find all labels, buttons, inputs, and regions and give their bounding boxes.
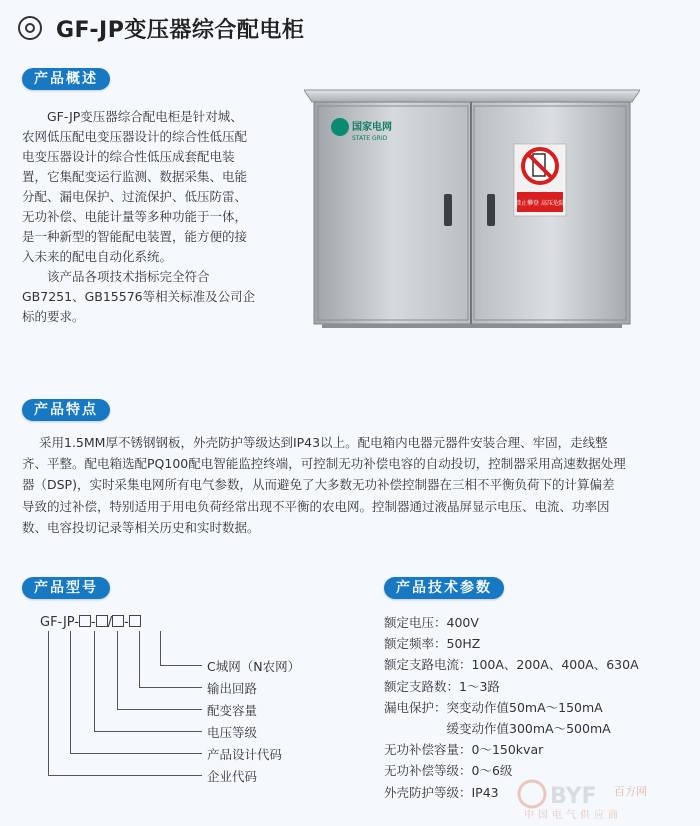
param-row: 漏电保护：突变动作值50mA～150mA (384, 699, 603, 715)
section-tag-overview: 产品概述 (22, 68, 110, 90)
features-line: 采用1.5MM厚不锈钢钢板，外壳防护等级达到IP43以上。配电箱内电器元器件安装合理、牢固，走线整 (39, 435, 608, 450)
overview-line: 电变压器设计的综合性低压成套配电装 (22, 149, 235, 164)
code-slash: / (107, 615, 113, 630)
header (18, 10, 304, 46)
model-code-prefix: GF-JP- (40, 615, 80, 630)
model-label: 电压等级 (207, 725, 258, 740)
code-dash: - (124, 615, 129, 630)
watermark-logo (516, 778, 686, 822)
section-tag-params: 产品技术参数 (384, 577, 504, 599)
no-climbing-warning-sign (514, 144, 566, 216)
section-tag-features: 产品特点 (22, 399, 110, 421)
overview-line: GB7251、GB15576等相关标准及公司企 (22, 289, 256, 304)
overview-line: 标的要求。 (22, 309, 85, 324)
params-list (384, 612, 639, 803)
warning-text: 禁止攀登 高压危险 (515, 200, 565, 207)
page-title: GF-JP变压器综合配电柜 (56, 17, 305, 43)
param-row: 无功补偿等级：0～6级 (384, 763, 513, 779)
target-circle-icon (18, 16, 42, 40)
overview-line: GF-JP变压器综合配电柜是针对城、 (47, 109, 243, 124)
overview-line: 入未来的配电自动化系统。 (22, 249, 173, 264)
connector-line (94, 731, 202, 732)
overview-line: 分配、漏电保护、过流保护、低压防雷、 (22, 189, 248, 204)
model-label: 输出回路 (207, 681, 258, 696)
param-row: 额定电压：400V (384, 615, 479, 630)
features-text (22, 432, 678, 538)
connector-line (48, 631, 49, 775)
connector-line (70, 753, 202, 754)
watermark-site: 百方网 (614, 785, 647, 798)
param-row: 额定支路数：1～3路 (384, 678, 500, 694)
model-label: 产品设计代码 (207, 747, 283, 762)
connector-line (117, 709, 202, 710)
overview-line: 置，它集配变运行监测、数据采集、电能 (22, 169, 248, 184)
overview-text (22, 107, 270, 327)
model-label: C城网（N农网） (207, 659, 301, 674)
overview-line: 该产品各项技术指标完全符合 (47, 269, 210, 284)
code-dash: - (91, 615, 96, 630)
features-line: 导致的过补偿，特别适用于用电负荷经常出现不平衡的农电网。控制器通过液晶屏显示电压、电流、功率因 (22, 498, 610, 514)
connector-line (139, 687, 202, 688)
connector-line (160, 665, 202, 666)
watermark-sub: 中国电气供应商 (524, 810, 622, 821)
overview-line: 农网低压配电变压器设计的综合性低压配 (22, 129, 248, 144)
model-label: 配变容量 (207, 703, 258, 718)
features-line: 数、电容投切记录等相关历史和实时数据。 (22, 519, 260, 535)
connector-line (117, 631, 118, 709)
overview-line: 是一种新型的智能配电装置，能方便的接 (22, 229, 248, 244)
placeholder-box (79, 615, 91, 627)
connector-line (48, 775, 202, 776)
param-row: 外壳防护等级：IP43 (384, 784, 499, 800)
placeholder-box (129, 615, 141, 627)
features-line: 齐、平整。配电箱选配PQ100配电智能监控终端，可控制无功补偿电容的自动投切，控制器采用高速数据处理 (22, 456, 626, 472)
connector-line (70, 631, 71, 753)
section-tag-model: 产品型号 (22, 577, 110, 599)
param-row: 无功补偿容量：0～150kvar (384, 742, 544, 758)
param-row: 缓变动作值300mA～500mA (384, 721, 611, 737)
connector-line (160, 631, 161, 665)
model-code (40, 615, 141, 630)
model-label: 企业代码 (207, 769, 258, 784)
connector-line (94, 631, 95, 731)
placeholder-box (112, 615, 124, 627)
watermark-brand: BYF (550, 784, 597, 809)
overview-line: 无功补偿、电能计量等多种功能于一体， (22, 209, 248, 224)
param-row: 额定支路电流：100A、200A、400A、630A (384, 657, 639, 673)
cabinet-image (304, 84, 640, 328)
logo-cn: 国家电网 (352, 122, 392, 133)
placeholder-box (96, 615, 108, 627)
param-row: 额定频率：50HZ (384, 636, 481, 652)
connector-line (139, 631, 140, 687)
logo-en: STATE GRID (352, 135, 388, 142)
features-line: 器（DSP)，实时采集电网所有电气参数，从而避免了大多数无功补偿控制器在三相不平衡负荷下的计算偏差 (22, 477, 615, 493)
